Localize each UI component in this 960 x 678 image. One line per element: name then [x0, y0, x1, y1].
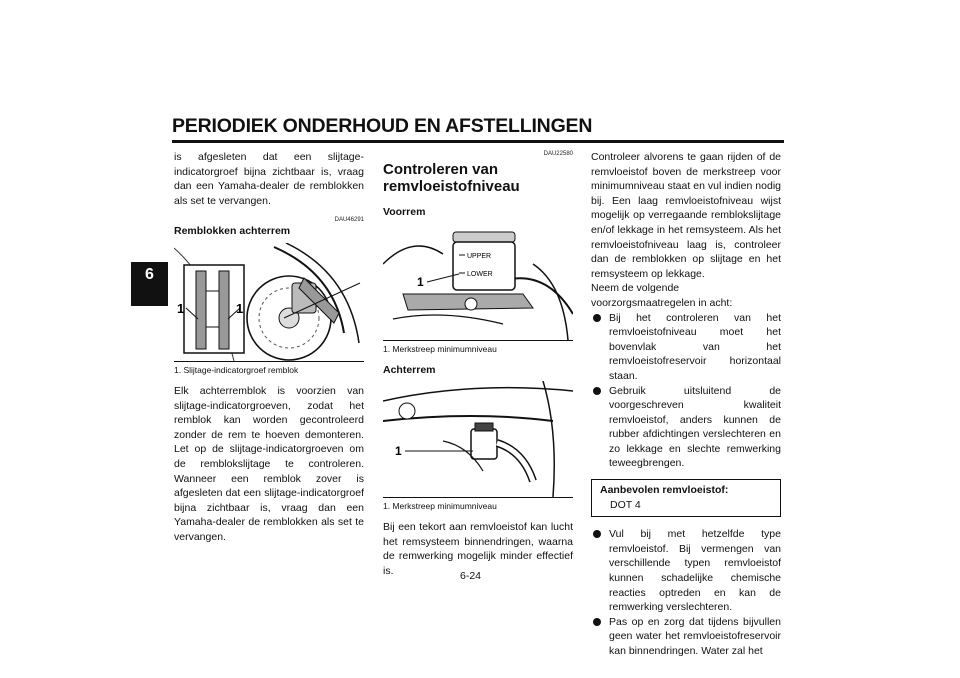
list-item-text: Bij het controleren van het remvloeistofniveau moet het bovenvlak van het remvloeistofreservoir horizontaal staan.: [609, 311, 781, 382]
recommended-fluid-box: [591, 479, 781, 517]
front-reservoir-image: [383, 224, 573, 340]
chapter-tab: 6: [131, 262, 168, 306]
list-item: [591, 527, 781, 615]
list-item: [591, 615, 781, 659]
list-item-text: Gebruik uitsluitend de voorgeschreven kwaliteit remvloeistof, anders kunnen de rubber afdichtingen verslechteren en zo lekkage en slechte remwerking teweegbrengen.: [609, 384, 781, 470]
col1-caption: 1. Slijtage-indicatorgroef remblok: [174, 364, 299, 375]
bullet-icon: [593, 314, 601, 322]
col1-fig-callout-2: 1: [236, 300, 244, 316]
col1-fig-callout: 1: [177, 300, 185, 316]
col2-code: DAU22580: [543, 151, 573, 157]
list-item-text: Vul bij met hetzelfde type remvloeistof. Bij vermengen van verschillende typen remvloeistof kunnen schadelijke chemische reacties optreden en kan de remwerking verslechteren.: [609, 528, 781, 614]
page-title: PERIODIEK ONDERHOUD EN AFSTELLINGEN: [172, 115, 593, 137]
rear-callout: 1: [395, 444, 402, 459]
front-caption: 1. Merkstreep minimumniveau: [383, 343, 497, 354]
rear-pad-illustration: [174, 243, 364, 362]
rear-caption: 1. Merkstreep minimumniveau: [383, 501, 497, 512]
recommended-fluid-title: Aanbevolen remvloeistof:: [600, 484, 729, 497]
list-item: [591, 384, 781, 472]
bullet-icon: [593, 618, 601, 626]
bullet-icon: [593, 387, 601, 395]
front-reservoir-illustration: [383, 224, 573, 341]
col1-subheading: Remblokken achterrem: [174, 225, 291, 238]
header-rule: [172, 140, 784, 143]
col1-intro: is afgesleten dat een slijtage-indicatorgroef bijna zichtbaar is, vraag dan een Yamaha-dealer de remblokken als set te vervangen.: [174, 151, 364, 207]
front-callout: 1: [417, 274, 424, 289]
front-upper-label: UPPER: [467, 252, 492, 260]
col2-body: Bij een tekort aan remvloeistof kan lucht het remsysteem binnendringen, waarna de remwerking mogelijk minder effectief is.: [383, 521, 573, 577]
rear-reservoir-image: [383, 381, 573, 497]
list-item-text: Pas op en zorg dat tijdens bijvullen geen water het remvloeistofreservoir kan binnendringen. Water zal het: [609, 615, 781, 657]
col3-intro: Controleer alvorens te gaan rijden of de remvloeistof boven de merkstreep voor minimumniveau staat en vul indien nodig bij. Een laag remvloeistofniveau wijst mogelijk op verregaande remblokslijtage en/of lekkage in het remsysteem. Als het remvloeistofniveau laag is, controleer dan de remblokken op slijtage en het remsysteem op lekkage.: [591, 151, 781, 280]
col1-body: Elk achterremblok is voorzien van slijtage-indicatorgroeven, zodat het remblok kan worden gecontroleerd zonder de rem te hoeven demonteren. Let op de slijtage-indicatorgroeven om de remblokslijtage te controleren. Wanneer een remblok zover is afgesleten dat een slijtage-indicatorgroef bijna zichtbaar is, vraag dan een Yamaha-dealer de remblokken als set te vervangen.: [174, 384, 364, 543]
bullet-icon: [593, 530, 601, 538]
recommended-fluid-value: DOT 4: [610, 498, 641, 511]
col3-precautions: Neem de volgende voorzorgsmaatregelen in acht:: [591, 282, 733, 309]
front-subheading: Voorrem: [383, 206, 426, 218]
front-lower-label: LOWER: [467, 270, 493, 278]
precautions-list-2: [591, 527, 781, 658]
list-item: [591, 311, 781, 384]
page-number: 6-24: [460, 570, 482, 582]
col1-code: DAU46291: [334, 217, 364, 224]
column-2: [383, 150, 573, 579]
rear-reservoir-illustration: [383, 381, 573, 498]
column-3: [591, 150, 781, 659]
rear-brake-pad-image: [174, 243, 364, 361]
rear-subheading: Achterrem: [383, 363, 436, 376]
precautions-list-1: [591, 311, 781, 472]
column-1: [174, 150, 364, 545]
section-heading: Controleren van remvloeistofniveau: [383, 161, 520, 195]
